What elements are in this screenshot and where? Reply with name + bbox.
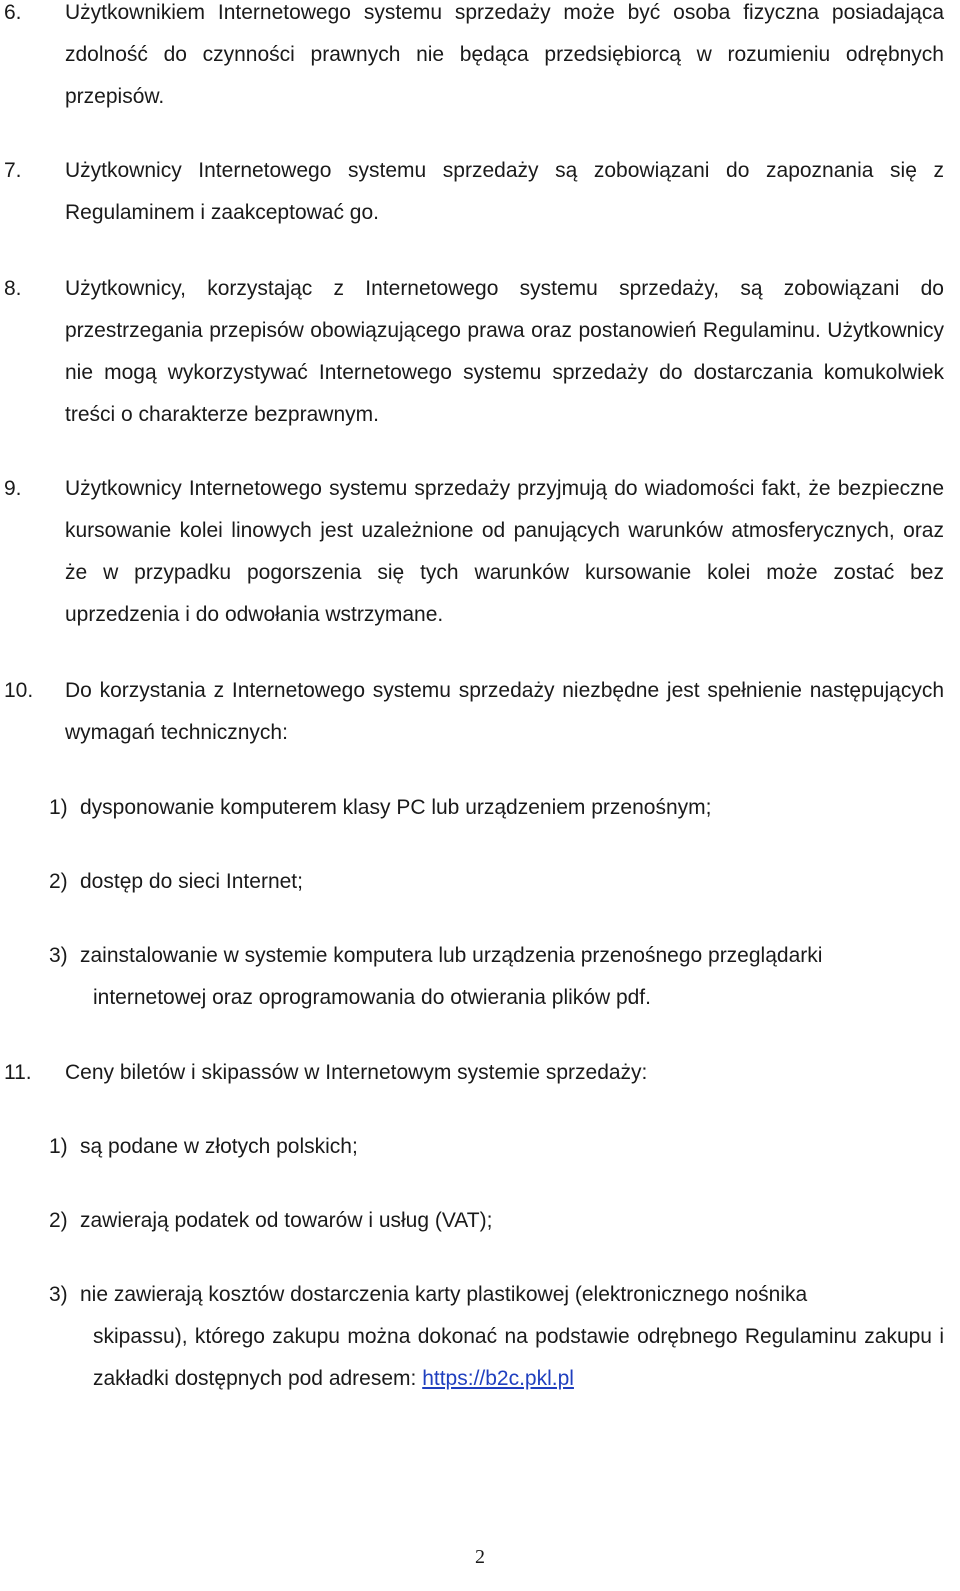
paragraph-number: 11. [4,1061,32,1084]
list-item-text-continuation: internetowej oraz oprogramowania do otwierania plików pdf. [93,986,651,1009]
list-item-text-line: nie zawierają kosztów dostarczenia karty plastikowej (elektronicznego nośnika [80,1283,808,1306]
list-item-number: 2) [49,1209,68,1232]
paragraph-text: Użytkownicy Internetowego systemu sprzedaży przyjmują do wiadomości fakt, że bezpieczne kursowanie kolei linowych jest uzależnione od panujących warunków atmosferycznych, oraz że w przypadku pogorszenia się tych warunków kursowanie kolei może zostać bez uprzedzenia i do odwołania wstrzymane. [65,477,944,626]
list-item-number: 2) [49,870,68,893]
list-item-text: zawierają podatek od towarów i usług (VAT); [80,1209,493,1232]
list-item-number: 1) [49,1135,68,1158]
paragraph-text: Użytkownikiem Internetowego systemu sprzedaży może być osoba fizyczna posiadająca zdolność do czynności prawnych nie będąca przedsiębiorcą w rozumieniu odrębnych przepisów. [65,1,944,108]
list-item-text: dysponowanie komputerem klasy PC lub urządzeniem przenośnym; [80,796,712,819]
paragraph-text: Do korzystania z Internetowego systemu sprzedaży niezbędne jest spełnienie następujących wymagań technicznych: [65,679,944,744]
list-item-text: dostęp do sieci Internet; [80,870,303,893]
paragraph-number: 10. [4,679,34,702]
list-item-continuation-text: skipassu), którego zakupu można dokonać na podstawie odrębnego Regulaminu zakupu i zakładki dostępnych pod adresem: [93,1325,944,1390]
page-number: 2 [475,1546,485,1568]
list-item-text-continuation [80,1316,944,1400]
website-link[interactable]: https://b2c.pkl.pl [422,1367,574,1390]
paragraph-number: 9. [4,477,22,500]
list-item-number: 1) [49,796,68,819]
list-item-text: są podane w złotych polskich; [80,1135,358,1158]
paragraph-text: Użytkownicy Internetowego systemu sprzedaży są zobowiązani do zapoznania się z Regulaminem i zaakceptować go. [65,159,944,224]
list-item-number: 3) [49,1283,68,1306]
paragraph-number: 6. [4,1,22,24]
paragraph-text: Użytkownicy, korzystając z Internetowego systemu sprzedaży, są zobowiązani do przestrzegania przepisów obowiązującego prawa oraz postanowień Regulaminu. Użytkownicy nie mogą wykorzystywać Internetowego systemu sprzedaży do dostarczania komukolwiek treści o charakterze bezprawnym. [65,277,944,426]
paragraph-number: 7. [4,159,22,182]
paragraph-number: 8. [4,277,22,300]
paragraph-text: Ceny biletów i skipassów w Internetowym systemie sprzedaży: [65,1061,648,1084]
list-item-number: 3) [49,944,68,967]
list-item-text [80,935,944,1019]
list-item-text-line: zainstalowanie w systemie komputera lub urządzenia przenośnego przeglądarki [80,944,823,967]
list-item-text [80,1274,944,1400]
